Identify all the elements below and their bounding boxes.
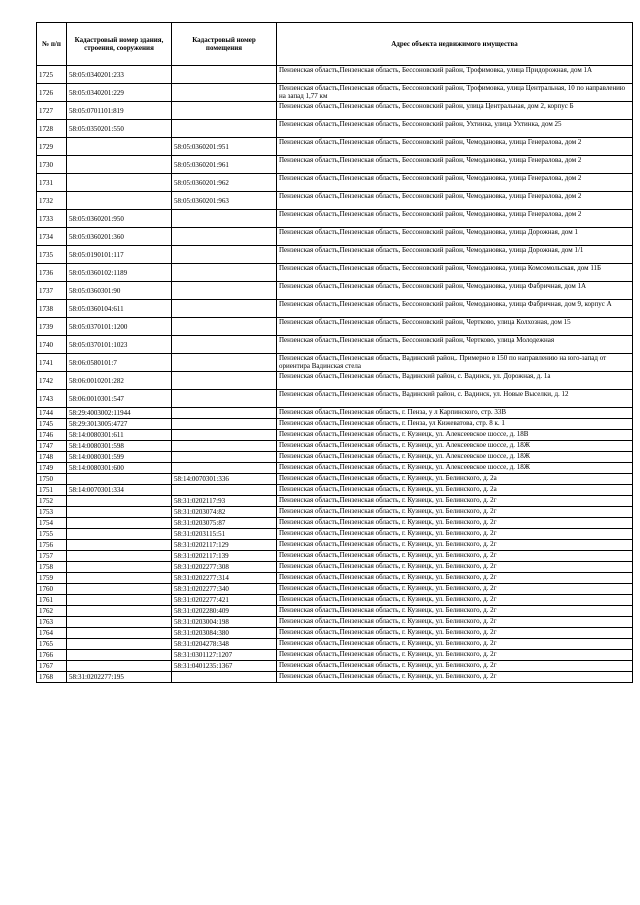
building-cadastral-cell	[67, 650, 172, 661]
address-cell: Пензенская область,Пензенская область, г. Кузнецк, ул. Белинского, д. 2г	[277, 639, 633, 650]
table-header-row	[37, 23, 633, 66]
premises-cadastral-cell: 58:31:0203004:198	[172, 617, 277, 628]
row-number-cell: 1752	[37, 496, 67, 507]
table-row	[37, 474, 633, 485]
premises-cadastral-cell	[172, 264, 277, 282]
row-number-cell: 1746	[37, 430, 67, 441]
row-number-cell: 1734	[37, 228, 67, 246]
row-number-cell: 1739	[37, 318, 67, 336]
premises-cadastral-cell: 58:31:0202280:409	[172, 606, 277, 617]
row-number-cell: 1725	[37, 66, 67, 84]
building-cadastral-cell	[67, 529, 172, 540]
building-cadastral-cell: 58:05:0360201:950	[67, 210, 172, 228]
premises-cadastral-cell: 58:31:0202117:139	[172, 551, 277, 562]
address-cell: Пензенская область,Пензенская область, г. Кузнецк, ул. Белинского, д. 2г	[277, 628, 633, 639]
building-cadastral-cell	[67, 138, 172, 156]
building-cadastral-cell: 58:29:3013005:4727	[67, 419, 172, 430]
table-row	[37, 573, 633, 584]
row-number-cell: 1758	[37, 562, 67, 573]
premises-cadastral-cell: 58:31:0203115:51	[172, 529, 277, 540]
building-cadastral-cell: 58:05:0360102:1189	[67, 264, 172, 282]
address-cell: Пензенская область,Пензенская область, Бессоновский район, Чертково, улица Колхозная, дом 15	[277, 318, 633, 336]
address-cell: Пензенская область,Пензенская область, Бессоновский район, Чемодановка, улица Генералова, дом 2	[277, 192, 633, 210]
row-number-cell: 1735	[37, 246, 67, 264]
building-cadastral-cell	[67, 661, 172, 672]
address-cell: Пензенская область,Пензенская область, Бессоновский район, улица Центральная, дом 2, корпус Б	[277, 102, 633, 120]
table-row	[37, 318, 633, 336]
row-number-cell: 1764	[37, 628, 67, 639]
building-cadastral-cell	[67, 573, 172, 584]
address-cell: Пензенская область,Пензенская область, г. Кузнецк, ул. Алексеевское шоссе, д. 18В	[277, 430, 633, 441]
table-row	[37, 507, 633, 518]
address-cell: Пензенская область,Пензенская область, Бессоновский район, Трофимовка, улица Центральная, 10 по направлению на запад 1,77 км	[277, 84, 633, 102]
premises-cadastral-cell: 58:31:0202277:421	[172, 595, 277, 606]
row-number-cell: 1761	[37, 595, 67, 606]
table-row	[37, 562, 633, 573]
row-number-cell: 1740	[37, 336, 67, 354]
row-number-cell: 1747	[37, 441, 67, 452]
row-number-cell: 1766	[37, 650, 67, 661]
row-number-cell: 1727	[37, 102, 67, 120]
row-number-cell: 1751	[37, 485, 67, 496]
row-number-cell: 1731	[37, 174, 67, 192]
premises-cadastral-cell: 58:14:0070301:336	[172, 474, 277, 485]
building-cadastral-cell: 58:14:0080301:599	[67, 452, 172, 463]
building-cadastral-cell	[67, 595, 172, 606]
table-row	[37, 540, 633, 551]
address-cell: Пензенская область,Пензенская область, Бессоновский район, Чертково, улица Молодежная	[277, 336, 633, 354]
premises-cadastral-cell	[172, 228, 277, 246]
table-row	[37, 66, 633, 84]
address-cell: Пензенская область,Пензенская область, г. Кузнецк, ул. Белинского, д. 2г	[277, 617, 633, 628]
premises-cadastral-cell: 58:31:0301127:1207	[172, 650, 277, 661]
building-cadastral-cell: 58:06:0580101:7	[67, 354, 172, 372]
row-number-cell: 1767	[37, 661, 67, 672]
premises-cadastral-cell	[172, 66, 277, 84]
premises-cadastral-cell	[172, 419, 277, 430]
address-cell: Пензенская область,Пензенская область, Вадинский район,. Примерно в 150 по направлению на юго-запад от ориентира Вадинская стела	[277, 354, 633, 372]
table-row	[37, 639, 633, 650]
table-row	[37, 584, 633, 595]
address-cell: Пензенская область,Пензенская область, Бессоновский район, Чемодановка, улица Генералова, дом 2	[277, 174, 633, 192]
premises-cadastral-cell: 58:31:0401235:1367	[172, 661, 277, 672]
building-cadastral-cell: 58:06:0010301:547	[67, 390, 172, 408]
row-number-cell: 1756	[37, 540, 67, 551]
premises-cadastral-cell: 58:31:0203075:87	[172, 518, 277, 529]
table-row	[37, 138, 633, 156]
building-cadastral-cell: 58:14:0080301:598	[67, 441, 172, 452]
row-number-cell: 1741	[37, 354, 67, 372]
building-cadastral-cell: 58:05:0350201:550	[67, 120, 172, 138]
table-row	[37, 372, 633, 390]
premises-cadastral-cell	[172, 282, 277, 300]
row-number-cell: 1763	[37, 617, 67, 628]
premises-cadastral-cell	[172, 672, 277, 683]
row-number-cell: 1737	[37, 282, 67, 300]
table-row	[37, 463, 633, 474]
building-cadastral-cell: 58:05:0360201:360	[67, 228, 172, 246]
address-cell: Пензенская область,Пензенская область, Бессоновский район, Чемодановка, улица Дорожная, дом 1/1	[277, 246, 633, 264]
row-number-cell: 1750	[37, 474, 67, 485]
table-row	[37, 661, 633, 672]
building-cadastral-cell: 58:05:0370101:1023	[67, 336, 172, 354]
building-cadastral-cell: 58:05:0340201:233	[67, 66, 172, 84]
premises-cadastral-cell	[172, 452, 277, 463]
address-cell: Пензенская область,Пензенская область, Вадинский район, с. Вадинск, ул. Новые Выселки, д. 12	[277, 390, 633, 408]
address-cell: Пензенская область,Пензенская область, г. Кузнецк, ул. Алексеевское шоссе, д. 18Ж	[277, 441, 633, 452]
building-cadastral-cell	[67, 584, 172, 595]
building-cadastral-cell: 58:05:0360104:611	[67, 300, 172, 318]
table-row	[37, 441, 633, 452]
row-number-cell: 1754	[37, 518, 67, 529]
premises-cadastral-cell	[172, 463, 277, 474]
address-cell: Пензенская область,Пензенская область, г. Кузнецк, ул. Белинского, д. 2г	[277, 507, 633, 518]
row-number-cell: 1733	[37, 210, 67, 228]
table-row	[37, 617, 633, 628]
address-cell: Пензенская область,Пензенская область, г. Кузнецк, ул. Белинского, д. 2г	[277, 496, 633, 507]
premises-cadastral-cell	[172, 485, 277, 496]
table-row	[37, 430, 633, 441]
address-cell: Пензенская область,Пензенская область, Бессоновский район, Чемодановка, улица Дорожная, дом 1	[277, 228, 633, 246]
table-row	[37, 246, 633, 264]
building-cadastral-cell	[67, 562, 172, 573]
header-row-number: № п/п	[37, 23, 67, 66]
row-number-cell: 1730	[37, 156, 67, 174]
building-cadastral-cell: 58:14:0080301:611	[67, 430, 172, 441]
row-number-cell: 1743	[37, 390, 67, 408]
building-cadastral-cell	[67, 617, 172, 628]
building-cadastral-cell: 58:14:0070301:334	[67, 485, 172, 496]
premises-cadastral-cell	[172, 354, 277, 372]
premises-cadastral-cell: 58:05:0360201:961	[172, 156, 277, 174]
building-cadastral-cell: 58:05:0190101:117	[67, 246, 172, 264]
address-cell: Пензенская область,Пензенская область, г. Кузнецк, ул. Белинского, д. 2г	[277, 529, 633, 540]
address-cell: Пензенская область,Пензенская область, г. Кузнецк, ул. Белинского, д. 2г	[277, 562, 633, 573]
row-number-cell: 1745	[37, 419, 67, 430]
premises-cadastral-cell: 58:05:0360201:962	[172, 174, 277, 192]
building-cadastral-cell	[67, 174, 172, 192]
table-row	[37, 408, 633, 419]
row-number-cell: 1729	[37, 138, 67, 156]
address-cell: Пензенская область,Пензенская область, г. Пенза, ул Кижеватова, стр. 8 к. 1	[277, 419, 633, 430]
premises-cadastral-cell: 58:05:0360201:963	[172, 192, 277, 210]
address-cell: Пензенская область,Пензенская область, г. Кузнецк, ул. Белинского, д. 2г	[277, 573, 633, 584]
table-row	[37, 120, 633, 138]
table-row	[37, 210, 633, 228]
table-row	[37, 354, 633, 372]
premises-cadastral-cell	[172, 430, 277, 441]
premises-cadastral-cell: 58:31:0202277:340	[172, 584, 277, 595]
building-cadastral-cell: 58:05:0701101:819	[67, 102, 172, 120]
table-row	[37, 485, 633, 496]
row-number-cell: 1760	[37, 584, 67, 595]
building-cadastral-cell: 58:05:0360301:90	[67, 282, 172, 300]
table-row	[37, 606, 633, 617]
building-cadastral-cell	[67, 628, 172, 639]
address-cell: Пензенская область,Пензенская область, г. Кузнецк, ул. Белинского, д. 2г	[277, 518, 633, 529]
address-cell: Пензенская область,Пензенская область, г. Кузнецк, ул. Белинского, д. 2г	[277, 595, 633, 606]
premises-cadastral-cell	[172, 408, 277, 419]
premises-cadastral-cell: 58:31:0203084:380	[172, 628, 277, 639]
premises-cadastral-cell: 58:31:0202117:129	[172, 540, 277, 551]
table-row	[37, 518, 633, 529]
row-number-cell: 1748	[37, 452, 67, 463]
table-row	[37, 336, 633, 354]
address-cell: Пензенская область,Пензенская область, Бессоновский район, Чемодановка, улица Комсомольская, дом 11Б	[277, 264, 633, 282]
table-row	[37, 192, 633, 210]
premises-cadastral-cell	[172, 84, 277, 102]
premises-cadastral-cell: 58:31:0203074:82	[172, 507, 277, 518]
row-number-cell: 1742	[37, 372, 67, 390]
address-cell: Пензенская область,Пензенская область, Бессоновский район, Ухтинка, улица Ухтинка, дом 25	[277, 120, 633, 138]
row-number-cell: 1726	[37, 84, 67, 102]
premises-cadastral-cell: 58:31:0204278:348	[172, 639, 277, 650]
table-row	[37, 595, 633, 606]
property-register-page	[36, 22, 632, 683]
building-cadastral-cell: 58:05:0370101:1200	[67, 318, 172, 336]
address-cell: Пензенская область,Пензенская область, г. Пенза, у л Карпинского, стр. 33В	[277, 408, 633, 419]
address-cell: Пензенская область,Пензенская область, Бессоновский район, Чемодановка, улица Фабричная, дом 1А	[277, 282, 633, 300]
address-cell: Пензенская область,Пензенская область, г. Кузнецк, ул. Белинского, д. 2г	[277, 661, 633, 672]
row-number-cell: 1728	[37, 120, 67, 138]
table-row	[37, 174, 633, 192]
premises-cadastral-cell	[172, 390, 277, 408]
row-number-cell: 1762	[37, 606, 67, 617]
building-cadastral-cell	[67, 606, 172, 617]
table-row	[37, 264, 633, 282]
table-row	[37, 628, 633, 639]
address-cell: Пензенская область,Пензенская область, г. Кузнецк, ул. Белинского, д. 2а	[277, 485, 633, 496]
building-cadastral-cell	[67, 156, 172, 174]
row-number-cell: 1732	[37, 192, 67, 210]
table-row	[37, 496, 633, 507]
row-number-cell: 1765	[37, 639, 67, 650]
table-row	[37, 228, 633, 246]
premises-cadastral-cell: 58:31:0202117:93	[172, 496, 277, 507]
address-cell: Пензенская область,Пензенская область, Бессоновский район, Чемодановка, улица Фабричная, дом 9, корпус А	[277, 300, 633, 318]
table-row	[37, 419, 633, 430]
address-cell: Пензенская область,Пензенская область, г. Кузнецк, ул. Алексеевское шоссе, д. 18Ж	[277, 463, 633, 474]
header-address: Адрес объекта недвижимого имущества	[277, 23, 633, 66]
premises-cadastral-cell	[172, 210, 277, 228]
row-number-cell: 1753	[37, 507, 67, 518]
row-number-cell: 1759	[37, 573, 67, 584]
building-cadastral-cell	[67, 192, 172, 210]
address-cell: Пензенская область,Пензенская область, Бессоновский район, Чемодановка, улица Генералова, дом 2	[277, 138, 633, 156]
address-cell: Пензенская область,Пензенская область, г. Кузнецк, ул. Белинского, д. 2а	[277, 474, 633, 485]
building-cadastral-cell	[67, 551, 172, 562]
row-number-cell: 1738	[37, 300, 67, 318]
address-cell: Пензенская область,Пензенская область, г. Кузнецк, ул. Белинского, д. 2г	[277, 551, 633, 562]
address-cell: Пензенская область,Пензенская область, Бессоновский район, Трофимовка, улица Придорожная, дом 1А	[277, 66, 633, 84]
address-cell: Пензенская область,Пензенская область, г. Кузнецк, ул. Алексеевское шоссе, д. 18Ж	[277, 452, 633, 463]
address-cell: Пензенская область,Пензенская область, г. Кузнецк, ул. Белинского, д. 2г	[277, 540, 633, 551]
premises-cadastral-cell	[172, 441, 277, 452]
row-number-cell: 1744	[37, 408, 67, 419]
table-row	[37, 529, 633, 540]
building-cadastral-cell: 58:05:0340201:229	[67, 84, 172, 102]
table-row	[37, 282, 633, 300]
premises-cadastral-cell	[172, 102, 277, 120]
row-number-cell: 1755	[37, 529, 67, 540]
table-row	[37, 672, 633, 683]
building-cadastral-cell	[67, 507, 172, 518]
building-cadastral-cell	[67, 474, 172, 485]
premises-cadastral-cell	[172, 372, 277, 390]
address-cell: Пензенская область,Пензенская область, Бессоновский район, Чемодановка, улица Генералова, дом 2	[277, 210, 633, 228]
address-cell: Пензенская область,Пензенская область, г. Кузнецк, ул. Белинского, д. 2г	[277, 584, 633, 595]
building-cadastral-cell: 58:29:4003002:11944	[67, 408, 172, 419]
address-cell: Пензенская область,Пензенская область, г. Кузнецк, ул. Белинского, д. 2г	[277, 650, 633, 661]
table-row	[37, 102, 633, 120]
building-cadastral-cell: 58:31:0202277:195	[67, 672, 172, 683]
premises-cadastral-cell: 58:31:0202277:314	[172, 573, 277, 584]
address-cell: Пензенская область,Пензенская область, Вадинский район, с. Вадинск, ул. Дорожная, д. 1а	[277, 372, 633, 390]
building-cadastral-cell	[67, 639, 172, 650]
address-cell: Пензенская область,Пензенская область, г. Кузнецк, ул. Белинского, д. 2г	[277, 606, 633, 617]
row-number-cell: 1749	[37, 463, 67, 474]
table-row	[37, 300, 633, 318]
premises-cadastral-cell	[172, 336, 277, 354]
row-number-cell: 1757	[37, 551, 67, 562]
address-cell: Пензенская область,Пензенская область, г. Кузнецк, ул. Белинского, д. 2г	[277, 672, 633, 683]
row-number-cell: 1736	[37, 264, 67, 282]
address-cell: Пензенская область,Пензенская область, Бессоновский район, Чемодановка, улица Генералова, дом 2	[277, 156, 633, 174]
table-row	[37, 551, 633, 562]
header-premises-cadastral: Кадастровый номер помещения	[172, 23, 277, 66]
premises-cadastral-cell	[172, 246, 277, 264]
building-cadastral-cell: 58:06:0010201:282	[67, 372, 172, 390]
building-cadastral-cell	[67, 518, 172, 529]
premises-cadastral-cell: 58:31:0202277:308	[172, 562, 277, 573]
header-building-cadastral: Кадастровый номер здания, строения, сооружения	[67, 23, 172, 66]
property-register-table	[36, 22, 633, 683]
table-row	[37, 452, 633, 463]
table-body	[37, 66, 633, 683]
table-row	[37, 84, 633, 102]
row-number-cell: 1768	[37, 672, 67, 683]
table-row	[37, 390, 633, 408]
building-cadastral-cell: 58:14:0080301:600	[67, 463, 172, 474]
table-row	[37, 650, 633, 661]
premises-cadastral-cell	[172, 120, 277, 138]
building-cadastral-cell	[67, 496, 172, 507]
premises-cadastral-cell	[172, 300, 277, 318]
premises-cadastral-cell	[172, 318, 277, 336]
table-row	[37, 156, 633, 174]
premises-cadastral-cell: 58:05:0360201:951	[172, 138, 277, 156]
building-cadastral-cell	[67, 540, 172, 551]
